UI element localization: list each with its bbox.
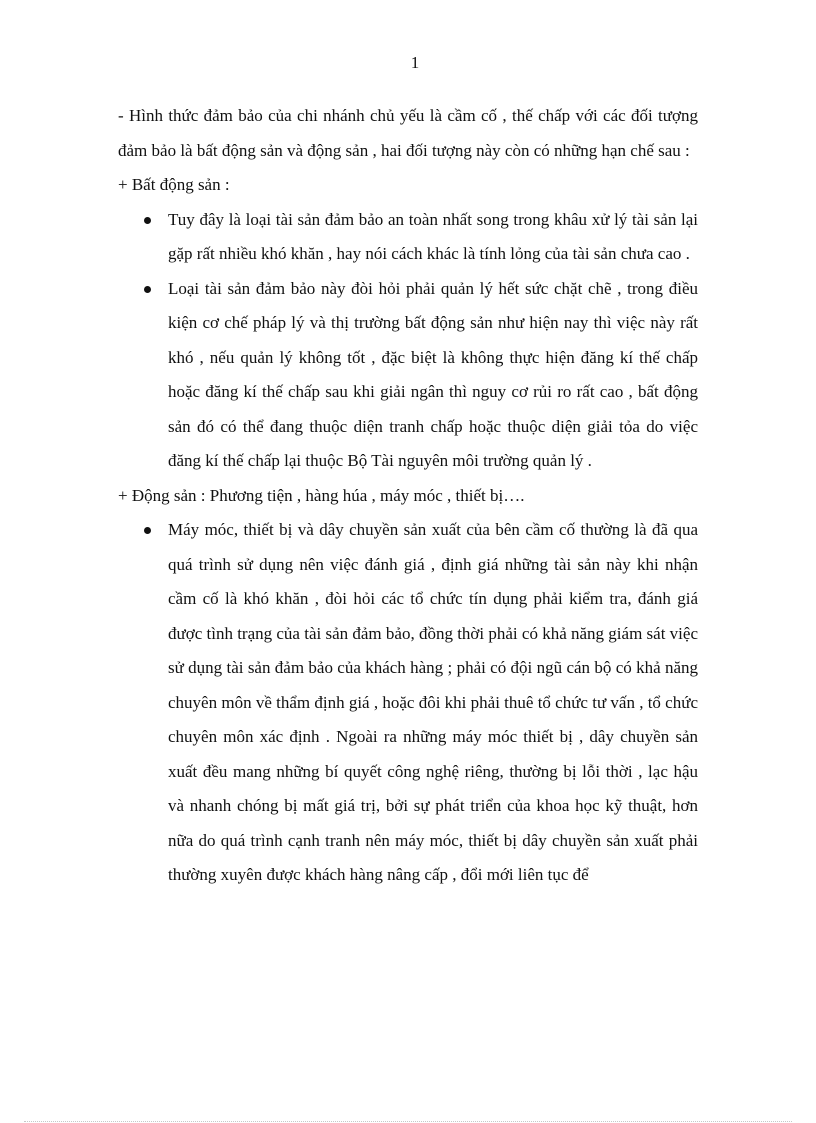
real-estate-bullet-list bbox=[118, 203, 698, 479]
page-bottom-dotted-rule bbox=[24, 1121, 792, 1122]
document-body bbox=[118, 99, 698, 893]
real-estate-heading: + Bất động sản : bbox=[118, 175, 230, 194]
list-item bbox=[118, 272, 698, 479]
bullet-text: Loại tài sản đảm bảo này đòi hỏi phải quản lý hết sức chặt chẽ , trong điều kiện cơ chế pháp lý và thị trường bất động sản như hiện nay thì việc này rất khó , nếu quản lý không tốt , đặc biệt là không thực hiện đăng kí thế chấp hoặc đăng kí thế chấp sau khi giải ngân thì nguy cơ rủi ro rất cao , bất động sản đó có thể đang thuộc diện tranh chấp hoặc thuộc diện giải tỏa do việc đăng kí thế chấp lại thuộc Bộ Tài nguyên môi trường quản lý . bbox=[168, 278, 698, 470]
bullet-text: Máy móc, thiết bị và dây chuyền sản xuất của bên cầm cố thường là đã qua quá trình sử dụng nên việc đánh giá , định giá những tài sản này khi nhận cầm cố là khó khăn , đòi hỏi các tổ chức tín dụng phải kiểm tra, đánh giá được tình trạng của tài sản đảm bảo, đồng thời phải có khả năng giám sát việc sử dụng tài sản đảm bảo của khách hàng ; phải có đội ngũ cán bộ có khả năng chuyên môn về thẩm định giá , hoặc đôi khi phải thuê tổ chức tư vấn , tổ chức chuyên môn xác định . Ngoài ra những máy móc thiết bị , dây chuyền sản xuất đều mang những bí quyết công nghệ riêng, thường bị lỗi thời , lạc hậu và nhanh chóng bị mất giá trị, bởi sự phát triển của khoa học kỹ thuật, hơn nữa do quá trình cạnh tranh nên máy móc, thiết bị dây chuyền sản xuất phải thường xuyên được khách hàng nâng cấp , đổi mới liên tục để bbox=[168, 520, 698, 884]
bullet-text: Tuy đây là loại tài sản đảm bảo an toàn nhất song trong khâu xử lý tài sản lại gặp rất nhiều khó khăn , hay nói cách khác là tính lỏng của tài sản chưa cao . bbox=[168, 209, 698, 263]
movable-assets-heading: + Động sản : Phương tiện , hàng húa , máy móc , thiết bị…. bbox=[118, 485, 525, 505]
list-item bbox=[118, 513, 698, 893]
movable-assets-bullet-list bbox=[118, 513, 698, 893]
page-number: 1 bbox=[410, 53, 420, 72]
bullet-icon bbox=[144, 527, 151, 534]
bullet-icon bbox=[144, 286, 151, 293]
list-item bbox=[118, 203, 698, 272]
bullet-icon bbox=[144, 217, 151, 224]
intro-paragraph: - Hình thức đảm bảo của chi nhánh chủ yếu là cầm cố , thế chấp với các đối tượng đảm bảo là bất động sản và động sản , hai đối tượng này còn có những hạn chế sau : bbox=[118, 106, 698, 160]
